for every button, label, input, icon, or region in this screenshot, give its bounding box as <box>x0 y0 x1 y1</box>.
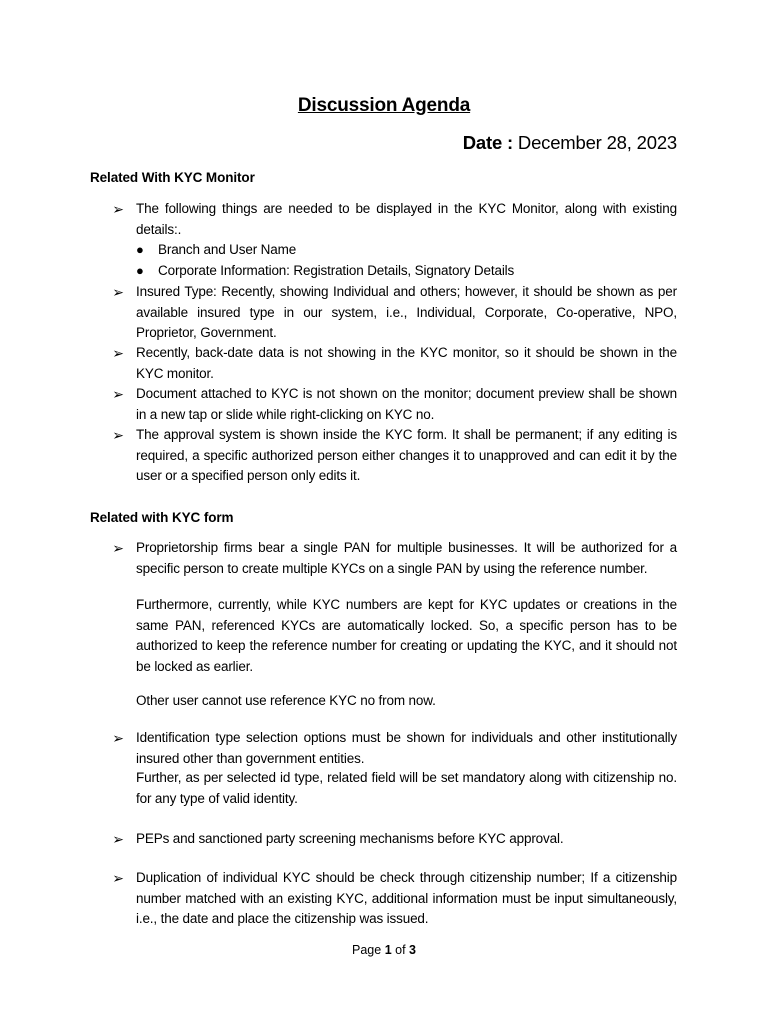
paragraph: Other user cannot use reference KYC no from now. <box>136 693 436 708</box>
section-heading-kyc-form: Related with KYC form <box>90 510 234 525</box>
arrowhead-bullet-icon: ➢ <box>112 730 124 746</box>
dot-bullet-icon: ● <box>136 242 144 257</box>
footer-page-word: Page <box>352 943 382 957</box>
footer-page-total: 3 <box>409 943 416 957</box>
date-label: Date : <box>462 132 513 153</box>
arrowhead-bullet-icon: ➢ <box>112 345 124 361</box>
list-item-text: Duplication of individual KYC should be check through citizenship number; If a citizenship number matched with an existing KYC, additional information must be input simultaneously, i.e., the date and place the citizenship was issued. <box>136 870 677 927</box>
list-item <box>112 384 677 425</box>
sub-list-item-text: Branch and User Name <box>158 242 297 257</box>
date-line <box>463 132 677 154</box>
arrowhead-bullet-icon: ➢ <box>112 386 124 402</box>
list-item <box>112 343 677 384</box>
list-item-text: Insured Type: Recently, showing Individual and others; however, it should be shown as per available insured type in our system, i.e., Individual, Corporate, Co-operative, NPO, Proprietor, Government. <box>136 284 677 341</box>
arrowhead-bullet-icon: ➢ <box>112 427 124 443</box>
sub-list-item <box>136 261 515 282</box>
arrowhead-bullet-icon: ➢ <box>112 284 124 300</box>
arrowhead-bullet-icon: ➢ <box>112 201 124 217</box>
section-heading-kyc-monitor: Related With KYC Monitor <box>90 170 255 185</box>
footer-of-word: of <box>395 943 406 957</box>
list-item <box>112 199 677 240</box>
list-item <box>112 728 677 769</box>
sub-list-item-text: Corporate Information: Registration Details, Signatory Details <box>158 263 515 278</box>
list-item-text: PEPs and sanctioned party screening mechanisms before KYC approval. <box>136 831 564 846</box>
date-value: December 28, 2023 <box>517 132 677 153</box>
page-footer <box>0 943 768 957</box>
sub-list-item <box>136 240 297 261</box>
list-item <box>112 868 677 930</box>
list-item-text: The approval system is shown inside the KYC form. It shall be permanent; if any editing is required, a specific authorized person either changes it to unapproved and can edit it by the user or a specified person only edits it. <box>136 427 677 484</box>
list-item <box>112 538 677 579</box>
list-item-text: The following things are needed to be displayed in the KYC Monitor, along with existing details:. <box>136 201 677 237</box>
paragraph: Furthermore, currently, while KYC numbers are kept for KYC updates or creations in the same PAN, referenced KYCs are automatically locked. So, a specific person has to be authorized to keep the reference number for creating or updating the KYC, and it should not be locked as earlier. <box>136 597 677 674</box>
footer-page-current: 1 <box>384 943 392 957</box>
list-item-text: Identification type selection options must be shown for individuals and other institutionally insured other than government entities. <box>136 730 677 766</box>
dot-bullet-icon: ● <box>136 263 144 278</box>
arrowhead-bullet-icon: ➢ <box>112 540 124 556</box>
list-item <box>112 282 677 344</box>
paragraph: Further, as per selected id type, related field will be set mandatory along with citizenship no. for any type of valid identity. <box>136 770 677 806</box>
list-item-text: Proprietorship firms bear a single PAN for multiple businesses. It will be authorized for a specific person to create multiple KYCs on a single PAN by using the reference number. <box>136 540 677 576</box>
arrowhead-bullet-icon: ➢ <box>112 870 124 886</box>
list-item-text: Recently, back-date data is not showing in the KYC monitor, so it should be shown in the KYC monitor. <box>136 345 677 381</box>
list-item <box>112 425 677 487</box>
list-item <box>112 829 677 850</box>
page-title: Discussion Agenda <box>297 95 471 116</box>
arrowhead-bullet-icon: ➢ <box>112 831 124 847</box>
list-item-text: Document attached to KYC is not shown on the monitor; document preview shall be shown in a new tap or slide while right-clicking on KYC no. <box>136 386 677 422</box>
